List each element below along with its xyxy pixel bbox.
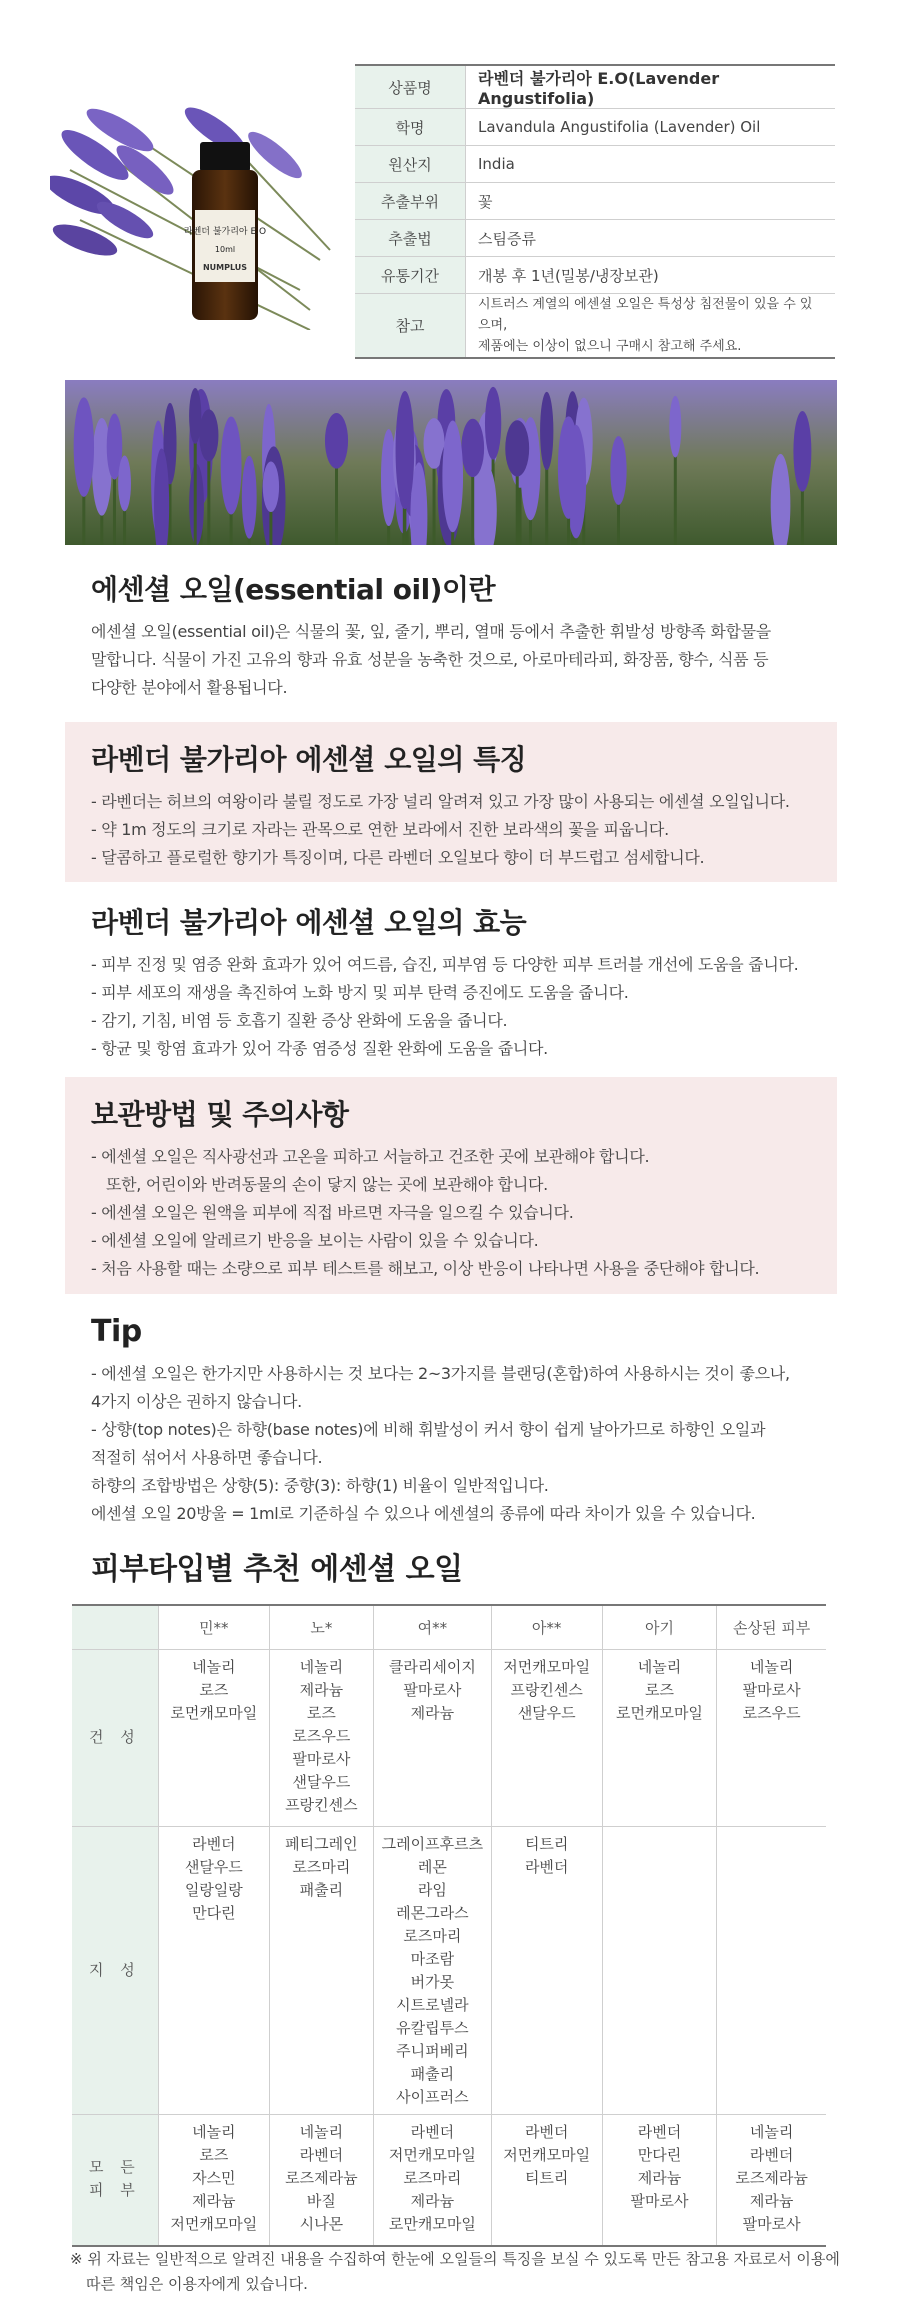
footnote	[70, 2247, 850, 2297]
oil-name: 네놀리	[192, 1658, 236, 1676]
skin-col-header: 민**	[158, 1605, 269, 1650]
spec-value: Lavandula Angustifolia (Lavender) Oil	[478, 118, 761, 136]
section-title: 피부타입별 추천 에센셜 오일	[91, 1552, 463, 1587]
oil-name: 샌달우드	[292, 1773, 351, 1791]
section-title: Tip	[91, 1314, 142, 1349]
oil-name: 라벤더	[637, 2123, 682, 2141]
section-features	[65, 722, 837, 882]
spec-row-scientific-name	[355, 109, 835, 146]
oil-name: 팔마로사	[403, 1681, 462, 1699]
bottle-label-volume: 10ml	[214, 245, 236, 254]
oil-name: 로먼캐모마일	[615, 1704, 703, 1722]
oil-name: 로즈	[199, 1681, 229, 1699]
oil-name: 팔마로사	[292, 1750, 351, 1768]
oil-name: 네놀리	[299, 2123, 344, 2141]
section-line: - 처음 사용할 때는 소량으로 피부 테스트를 해보고, 이상 반응이 나타나면 사용을 중단해야 합니다.	[91, 1259, 760, 1278]
oil-name: 패출리	[410, 2065, 455, 2083]
skin-cell	[269, 1827, 373, 2115]
oil-name: 만다린	[192, 1904, 236, 1922]
skin-cell	[602, 1827, 717, 2115]
oil-name: 네놀리	[749, 2123, 794, 2141]
spec-key: 추출법	[355, 220, 466, 257]
spec-note-line: 시트러스 계열의 에센셜 오일은 특성상 침전물이 있을 수 있으며,	[478, 297, 813, 333]
oil-name: 만다린	[637, 2146, 682, 2164]
oil-name: 제라늄	[637, 2169, 682, 2187]
oil-name: 로즈	[644, 1681, 674, 1699]
spec-value: India	[478, 155, 515, 173]
oil-name: 로즈마리	[403, 2169, 462, 2187]
skin-type-table	[72, 1604, 826, 2247]
skin-cell	[158, 1827, 269, 2115]
section-line: 4가지 이상은 권하지 않습니다.	[91, 1392, 302, 1411]
section-line: 에센셜 오일(essential oil)은 식물의 꽃, 잎, 줄기, 뿌리, 열매 등에서 추출한 휘발성 방향족 화합물을	[91, 622, 771, 641]
oil-name: 시트로넬라	[396, 1996, 469, 2014]
skin-col-header: 손상된 피부	[717, 1605, 826, 1650]
section-line: 말합니다. 식물이 가진 고유의 향과 유효 성분을 농축한 것으로, 아로마테라피, 화장품, 향수, 식품 등	[91, 650, 769, 669]
oil-name: 로먼캐모마일	[170, 1704, 258, 1722]
bottle-label-name: 라벤더 불가리아 E.O	[183, 227, 267, 237]
skin-row-label	[72, 2115, 158, 2246]
skin-col-header: 아기	[602, 1605, 717, 1650]
section-title: 라벤더 불가리아 에센셜 오일의 특징	[91, 743, 527, 776]
footnote-line: 따른 책임은 이용자에게 있습니다.	[86, 2275, 308, 2293]
skin-cell	[717, 2115, 826, 2246]
oil-name: 패출리	[299, 1881, 344, 1899]
spec-key: 상품명	[355, 65, 466, 109]
section-line: - 에센셜 오일에 알레르기 반응을 보이는 사람이 있을 수 있습니다.	[91, 1231, 539, 1250]
section-line: - 에센셜 오일은 원액을 피부에 직접 바르면 자극을 일으킬 수 있습니다.	[91, 1203, 574, 1222]
spec-key: 원산지	[355, 146, 466, 183]
spec-row-name	[355, 65, 835, 109]
skin-cell	[269, 2115, 373, 2246]
skin-cell	[491, 1650, 602, 1827]
spec-value: 꽃	[478, 192, 493, 211]
spec-key: 유통기간	[355, 257, 466, 294]
footnote-line: ※ 위 자료는 일반적으로 알려진 내용을 수집하여 한눈에 오일들의 특징을 보실 수 있도록 만든 참고용 자료로서 이용에	[70, 2250, 840, 2268]
section-line: - 달콤하고 플로럴한 향기가 특징이며, 다른 라벤더 오일보다 향이 더 부드럽고 섬세합니다.	[91, 848, 705, 867]
oil-name: 제라늄	[410, 1704, 455, 1722]
oil-name: 네놀리	[749, 1658, 794, 1676]
oil-name: 프랑킨센스	[510, 1681, 583, 1699]
oil-name: 제라늄	[410, 2192, 455, 2210]
skin-table-header-row	[72, 1605, 826, 1650]
section-line: 다양한 분야에서 활용됩니다.	[91, 678, 288, 697]
oil-name: 팔마로사	[742, 2215, 801, 2233]
oil-name: 라벤더	[524, 1858, 569, 1876]
spec-value: 스팀증류	[478, 229, 536, 248]
spec-row-shelf-life	[355, 257, 835, 294]
skin-cell	[374, 2115, 492, 2246]
oil-name: 제라늄	[192, 2192, 236, 2210]
skin-row-oily	[72, 1827, 826, 2115]
oil-name: 제라늄	[749, 2192, 794, 2210]
section-line: - 약 1m 정도의 크기로 자라는 관목으로 연한 보라에서 진한 보라색의 꽃을 피웁니다.	[91, 820, 669, 839]
skin-row-label-line: 피 부	[89, 2181, 141, 2200]
spec-value	[466, 294, 836, 359]
skin-row-label: 지 성	[72, 1827, 158, 2115]
spec-value: 라벤더 불가리아 E.O(Lavender Angustifolia)	[478, 69, 720, 108]
oil-name: 티트리	[524, 2169, 569, 2187]
spec-row-method	[355, 220, 835, 257]
product-spec-table	[355, 64, 835, 359]
skin-col-header: 아**	[491, 1605, 602, 1650]
spec-key: 추출부위	[355, 183, 466, 220]
section-title: 에센셜 오일(essential oil)이란	[91, 573, 496, 606]
section-line: - 라벤더는 허브의 여왕이라 불릴 정도로 가장 널리 알려져 있고 가장 많이 사용되는 에센셜 오일입니다.	[91, 792, 790, 811]
skin-cell	[158, 2115, 269, 2246]
oil-name: 라벤더	[192, 1835, 236, 1853]
oil-name: 주니퍼베리	[396, 2042, 469, 2060]
oil-name: 네놀리	[299, 1658, 344, 1676]
oil-name: 레몬그라스	[396, 1904, 469, 1922]
skin-col-header: 여**	[374, 1605, 492, 1650]
skin-cell	[158, 1650, 269, 1827]
skin-cell	[491, 2115, 602, 2246]
spec-row-part	[355, 183, 835, 220]
oil-name: 라벤더	[410, 2123, 455, 2141]
oil-name: 로즈제라늄	[735, 2169, 808, 2187]
section-line: - 항균 및 항염 효과가 있어 각종 염증성 질환 완화에 도움을 줍니다.	[91, 1039, 548, 1058]
skin-cell	[602, 1650, 717, 1827]
oil-name: 그레이프후르츠	[381, 1835, 484, 1853]
oil-name: 저먼캐모마일	[503, 2146, 591, 2164]
oil-name: 레몬	[417, 1858, 447, 1876]
oil-name: 저먼캐모마일	[388, 2146, 476, 2164]
oil-name: 로즈마리	[403, 1927, 462, 1945]
bottle-label-brand: NUMPLUS	[202, 263, 248, 272]
oil-name: 사이프러스	[396, 2088, 469, 2106]
oil-name: 로즈마리	[292, 1858, 351, 1876]
section-line: - 감기, 기침, 비염 등 호흡기 질환 증상 완화에 도움을 줍니다.	[91, 1011, 508, 1030]
oil-name: 로즈	[199, 2146, 229, 2164]
oil-name: 라벤더	[299, 2146, 344, 2164]
section-title: 라벤더 불가리아 에센셜 오일의 효능	[91, 906, 527, 939]
oil-name: 티트리	[524, 1835, 569, 1853]
oil-name: 라임	[417, 1881, 447, 1899]
section-storage	[65, 1077, 837, 1294]
skin-cell	[269, 1650, 373, 1827]
section-line: 적절히 섞어서 사용하면 좋습니다.	[91, 1448, 323, 1467]
section-line: - 에센셜 오일은 직사광선과 고온을 피하고 서늘하고 건조한 곳에 보관해야 합니다.	[91, 1147, 650, 1166]
section-essential-oil	[65, 570, 837, 702]
skin-row-label-line: 모 든	[89, 2158, 141, 2177]
lavender-field-photo	[65, 380, 837, 545]
oil-name: 라벤더	[749, 2146, 794, 2164]
oil-name: 팔마로사	[742, 1681, 801, 1699]
oil-name: 로즈	[306, 1704, 336, 1722]
oil-name: 바질	[306, 2192, 336, 2210]
oil-name: 제라늄	[299, 1681, 344, 1699]
oil-name: 샌달우드	[184, 1858, 243, 1876]
oil-name: 샌달우드	[517, 1704, 576, 1722]
skin-cell	[602, 2115, 717, 2246]
skin-cell	[491, 1827, 602, 2115]
oil-name: 팔마로사	[630, 2192, 689, 2210]
spec-key: 학명	[355, 109, 466, 146]
section-skin-type	[65, 1550, 837, 1590]
oil-name: 저먼캐모마일	[503, 1658, 591, 1676]
section-title: 보관방법 및 주의사항	[91, 1098, 349, 1131]
oil-name: 라벤더	[524, 2123, 569, 2141]
oil-name: 프랑킨센스	[285, 1796, 358, 1814]
oil-name: 로만캐모마일	[388, 2215, 476, 2233]
oil-name: 자스민	[192, 2169, 236, 2187]
oil-name: 페티그레인	[285, 1835, 358, 1853]
oil-name: 로즈제라늄	[285, 2169, 358, 2187]
section-line: - 피부 진정 및 염증 완화 효과가 있어 여드름, 습진, 피부염 등 다양한 피부 트러블 개선에 도움을 줍니다.	[91, 955, 799, 974]
section-effects	[65, 895, 837, 1063]
oil-name: 로즈우드	[292, 1727, 351, 1745]
oil-name: 네놀리	[192, 2123, 236, 2141]
spec-key: 참고	[355, 294, 466, 359]
section-line: 에센셜 오일 20방울 = 1ml로 기준하실 수 있으나 에센셜의 종류에 따라 차이가 있을 수 있습니다.	[91, 1504, 756, 1523]
oil-name: 일랑일랑	[184, 1881, 243, 1899]
oil-name: 시나몬	[299, 2215, 344, 2233]
oil-name: 클라리세이지	[388, 1658, 476, 1676]
section-line: - 에센셜 오일은 한가지만 사용하시는 것 보다는 2~3가지를 블랜딩(혼합)하여 사용하시는 것이 좋으나,	[91, 1364, 790, 1383]
oil-name: 로즈우드	[742, 1704, 801, 1722]
skin-table-corner	[72, 1605, 158, 1650]
oil-name: 마조람	[410, 1950, 455, 1968]
skin-col-header: 노*	[269, 1605, 373, 1650]
section-line: 또한, 어린이와 반려동물의 손이 닿지 않는 곳에 보관해야 합니다.	[106, 1175, 548, 1194]
section-line: - 상향(top notes)은 하향(base notes)에 비해 휘발성이 커서 향이 쉽게 날아가므로 하향인 오일과	[91, 1420, 766, 1439]
skin-row-label: 건 성	[72, 1650, 158, 1827]
oil-name: 네놀리	[637, 1658, 682, 1676]
skin-cell	[717, 1650, 826, 1827]
section-line: 하향의 조합방법은 상향(5): 중향(3): 하향(1) 비율이 일반적입니다.	[91, 1476, 549, 1495]
oil-name: 버가못	[410, 1973, 455, 1991]
skin-row-all	[72, 2115, 826, 2246]
spec-row-origin	[355, 146, 835, 183]
spec-note-line: 제품에는 이상이 없으니 구매시 참고해 주세요.	[478, 339, 742, 354]
section-tip	[65, 1312, 837, 1528]
oil-name: 유칼립투스	[396, 2019, 469, 2037]
skin-cell	[374, 1827, 492, 2115]
lavender-bottle-photo	[50, 100, 340, 330]
section-line: - 피부 세포의 재생을 촉진하여 노화 방지 및 피부 탄력 증진에도 도움을 줍니다.	[91, 983, 629, 1002]
skin-cell	[374, 1650, 492, 1827]
skin-row-dry	[72, 1650, 826, 1827]
spec-row-note	[355, 294, 835, 359]
skin-cell	[717, 1827, 826, 2115]
oil-name: 저먼캐모마일	[170, 2215, 258, 2233]
spec-value: 개봉 후 1년(밀봉/냉장보관)	[478, 266, 659, 285]
